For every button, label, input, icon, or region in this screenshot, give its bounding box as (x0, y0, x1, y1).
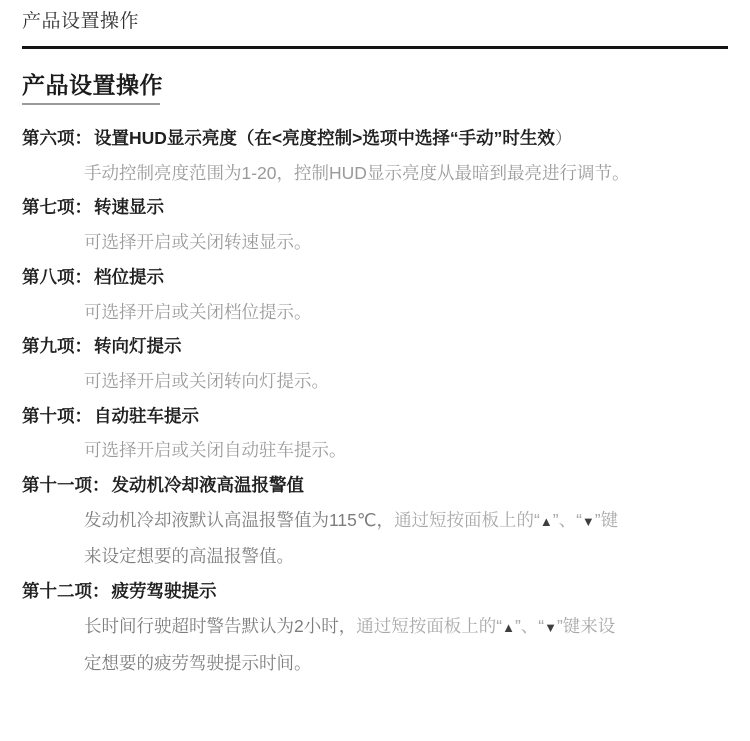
item-title: 疲劳驾驶提示 (111, 581, 217, 602)
text-segment: 可选择开启或关闭转向灯提示。 (84, 370, 329, 391)
item-heading (22, 121, 728, 156)
text-segment: 可选择开启或关闭档位提示。 (84, 301, 312, 322)
item-body-line (22, 539, 728, 574)
text-segment: 长时间行驶超时警告默认为2小时， (84, 615, 357, 636)
item-heading (22, 329, 728, 364)
manual-page (0, 10, 750, 680)
header-divider (22, 46, 728, 49)
down-arrow-icon: ▼ (544, 619, 557, 635)
item-body-line (22, 225, 728, 260)
item-title: 转速显示 (94, 197, 164, 218)
text-segment: 发动机冷却液默认高温报警值为115℃， (84, 509, 395, 530)
item-label: 第十一项： (22, 475, 110, 496)
text-segment: 来设定想要的高温报警值。 (84, 546, 294, 567)
text-segment: ”键来设 (556, 615, 616, 636)
setting-item (22, 121, 728, 190)
item-body-line (22, 156, 728, 191)
item-body-line (22, 503, 728, 540)
page-header-title: 产品设置操作 (22, 11, 140, 32)
item-heading (22, 468, 728, 503)
item-title: 设置HUD显示亮度（在<亮度控制>选项中选择“手动”时生效 (94, 128, 555, 148)
text-segment: 定想要的疲劳驾驶提示时间。 (84, 652, 312, 673)
down-arrow-icon: ▼ (581, 513, 595, 529)
item-title-close-paren: ） (554, 128, 573, 148)
item-title: 自动驻车提示 (94, 405, 199, 426)
item-title: 发动机冷却液高温报警值 (111, 475, 304, 496)
item-heading (22, 260, 728, 295)
setting-item (22, 190, 728, 259)
item-label: 第十二项： (22, 581, 110, 602)
item-body-line (22, 295, 728, 330)
item-body-line (22, 646, 728, 681)
text-segment: ”键 (594, 509, 619, 530)
item-label: 第八项： (22, 266, 92, 287)
item-body-line (22, 364, 728, 399)
setting-item (22, 574, 728, 680)
text-segment: 手动控制亮度范围为1-20，控制HUD显示亮度从最暗到最亮进行调节。 (84, 162, 630, 183)
setting-item (22, 468, 728, 574)
item-label: 第六项： (22, 128, 92, 148)
text-segment: 可选择开启或关闭转速显示。 (84, 232, 312, 253)
text-segment: 通过短按面板上的“ (394, 509, 540, 530)
item-title: 档位提示 (94, 266, 164, 287)
item-label: 第九项： (22, 336, 92, 357)
settings-item-list (22, 121, 728, 680)
item-heading (22, 190, 728, 225)
text-segment: ”、“ (552, 509, 582, 530)
text-segment: ”、“ (514, 615, 545, 636)
item-title: 转向灯提示 (94, 336, 182, 357)
up-arrow-icon: ▲ (539, 513, 553, 529)
item-body-line (22, 609, 728, 646)
section-title-underline (22, 103, 160, 105)
item-label: 第十项： (22, 405, 92, 426)
item-heading (22, 574, 728, 609)
setting-item (22, 329, 728, 398)
setting-item (22, 399, 728, 468)
text-segment: 通过短按面板上的“ (356, 615, 503, 636)
setting-item (22, 260, 728, 329)
item-heading (22, 399, 728, 434)
section-title: 产品设置操作 (22, 72, 163, 98)
text-segment: 可选择开启或关闭自动驻车提示。 (84, 440, 347, 461)
item-body-line (22, 433, 728, 468)
up-arrow-icon: ▲ (502, 619, 515, 635)
item-label: 第七项： (22, 197, 92, 218)
